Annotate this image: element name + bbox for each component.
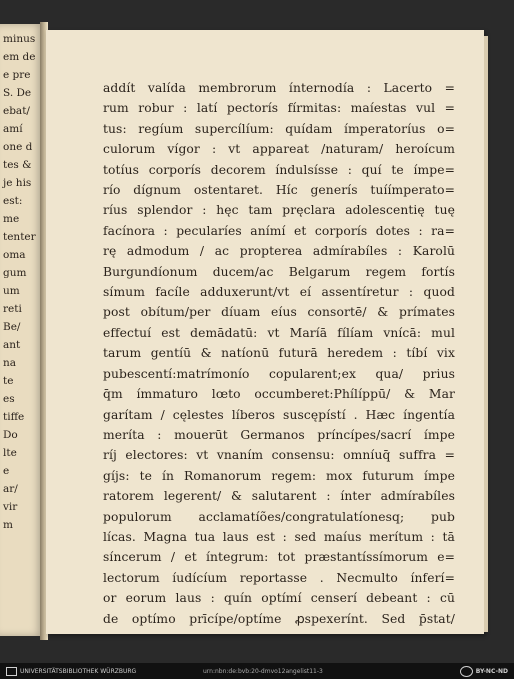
- text-line: facínora : pecularíes anímí et corporís dotes : ra=: [103, 223, 455, 238]
- left-page-fragment: lte: [3, 447, 17, 459]
- text-line: or eorum laus : quín optímí censerí debeant : cū: [103, 591, 455, 606]
- text-line: lectorum íudícíum reportasse . Necmulto ínferí=: [103, 570, 455, 585]
- left-page-fragment: reti: [3, 303, 22, 315]
- text-line: addít valída membrorum ínternodía : Lacerto =: [103, 81, 455, 95]
- text-line: totíus corporís decorem índulsísse : quí te ímpe=: [103, 162, 455, 177]
- left-page-fragment: one d: [3, 141, 33, 153]
- license-badge[interactable]: [460, 666, 508, 677]
- left-page-fragment: um: [3, 285, 20, 297]
- text-line: pubescentí:matrímonío copularent;ex qua/ prius: [103, 366, 455, 381]
- text-line: gíjs: te ín Romanorum regem: mox futurum ímpe: [103, 468, 455, 483]
- text-line: ratorem legerent/ & salutarent : ínter admírabíles: [103, 489, 455, 504]
- text-line: tus: regíum supercílíum: quídam ímperatoríus o=: [103, 121, 455, 136]
- library-logo-icon: [6, 667, 17, 676]
- text-line: símum facíle adduxerunt/vt eí assentíretur : quod: [103, 285, 455, 300]
- text-line: q̄m ímmaturo lœto occumberet:Phílíppū/ & Mar: [103, 387, 455, 402]
- left-page-fragment: tenter: [3, 231, 36, 243]
- left-page-fragment: tes &: [3, 159, 32, 171]
- left-page-fragment: m: [3, 519, 13, 531]
- text-line: rum robur : latí pectorís fírmitas: maíestas vul =: [103, 101, 455, 116]
- library-name: UNIVERSITÄTSBIBLIOTHEK WÜRZBURG: [20, 668, 137, 675]
- left-page-fragment: na: [3, 357, 17, 369]
- page-text: [103, 78, 455, 629]
- left-page-fragment: minus: [3, 33, 36, 45]
- left-page-fragment: e: [3, 465, 10, 477]
- text-line: effectuí est demādatū: vt Maríā fílíam vnícā: mul: [103, 325, 455, 340]
- text-line: síncerum / et íntegrum: tot præstantíssímorum e=: [103, 550, 455, 565]
- left-page-fragment: gum: [3, 267, 27, 279]
- text-line: tarum gentíū & natíonū futurā heredem : tíbí vix: [103, 346, 455, 361]
- left-page-fragment: me: [3, 213, 20, 225]
- left-page-fragment: te: [3, 375, 14, 387]
- text-line: lícas. Magna tua laus est : sed maíus merítum : tā: [103, 529, 455, 544]
- text-line: garítam / cęlestes líberos suscępístí . Hæc íngentía: [103, 407, 455, 422]
- left-page-fragment: ar/: [3, 483, 18, 495]
- left-page-fragment: est:: [3, 195, 23, 207]
- right-page: [46, 30, 484, 634]
- left-page-fragment: ant: [3, 339, 21, 351]
- left-page-fragment: ebat/: [3, 105, 30, 117]
- left-page-edge: [0, 24, 44, 636]
- text-line: río dígnum ostentaret. Híc generís tuíímperato=: [103, 183, 455, 198]
- page-edge: [484, 36, 488, 632]
- creative-commons-icon: [460, 666, 473, 677]
- left-page-fragment: je his: [3, 177, 32, 189]
- left-page-fragment: amí: [3, 123, 23, 135]
- text-line: de optímo prīcípe/optíme ꝓspexerínt. Sed p̄stat/: [103, 611, 455, 626]
- text-line: meríta : mouerūt Germanos príncípes/sacrí ímpe: [103, 427, 455, 442]
- left-page-fragment: Do: [3, 429, 18, 441]
- left-page-fragment: S. De: [3, 87, 32, 99]
- text-line: ríus splendor : hęc tam pręclara adolescentię tuę: [103, 203, 455, 218]
- left-page-fragment: es: [3, 393, 15, 405]
- urn-identifier[interactable]: urn:nbn:de:bvb:20-dmvo12angelist11-3: [203, 668, 323, 675]
- left-page-fragment: oma: [3, 249, 26, 261]
- left-page-fragment: vir: [3, 501, 18, 513]
- left-page-fragment: em de: [3, 51, 36, 63]
- text-line: Burgundíonum ducem/ac Belgarum regem fortís: [103, 264, 455, 279]
- text-line: ríj electores: vt vnaním consensu: omníuq̄ suffra =: [103, 448, 455, 463]
- left-page-fragment: Be/: [3, 321, 21, 333]
- text-line: post obítum/per díuam eíus consortē/ & prímates: [103, 305, 455, 320]
- text-line: culorum vígor : vt appareat /naturam/ heroícum: [103, 142, 455, 157]
- library-credit[interactable]: [6, 667, 136, 676]
- license-label: BY-NC-ND: [475, 668, 508, 675]
- left-page-fragment: tiffe: [3, 411, 25, 423]
- text-line: rę admodum / ac propterea admírabíles : Karolū: [103, 244, 455, 259]
- text-line: populorum acclamatíões/congratulatíonesq; pub: [103, 509, 455, 524]
- footer-bar: [0, 663, 514, 679]
- left-page-fragment: e pre: [3, 69, 31, 81]
